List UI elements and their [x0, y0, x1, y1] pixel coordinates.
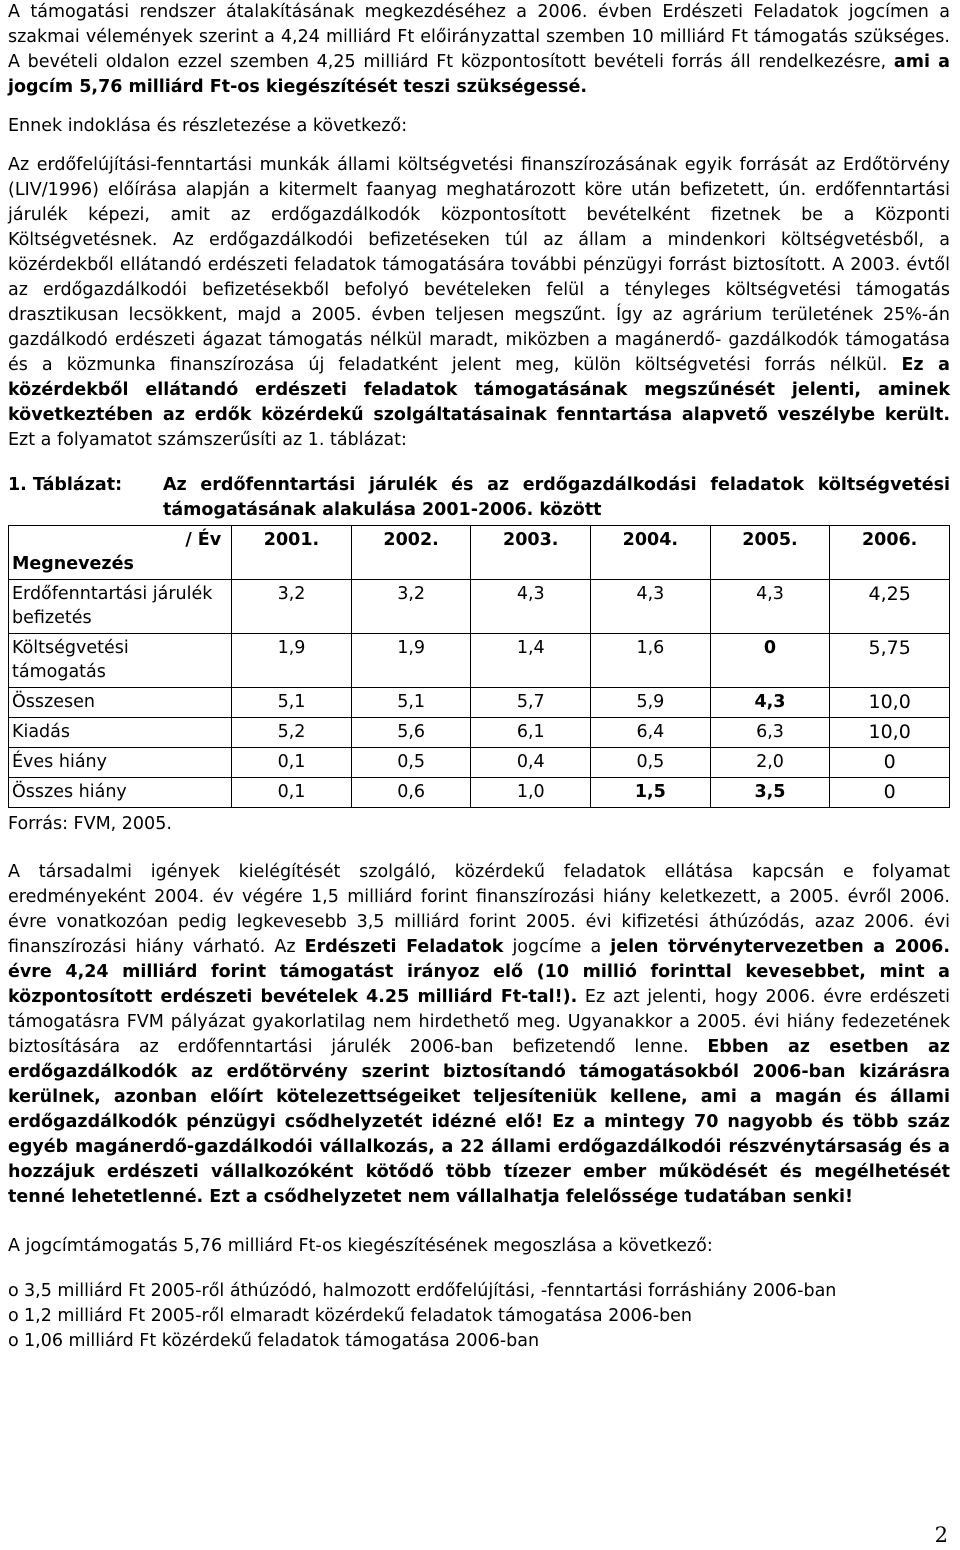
table-year-header: 2001. — [232, 526, 352, 580]
table-cell: 4,25 — [830, 580, 950, 634]
table-cell: 5,6 — [351, 718, 471, 748]
table-cell: 0 — [710, 634, 830, 688]
intro-text: A támogatási rendszer átalakításának megkezdéséhez a 2006. évben Erdészeti Feladatok jogcímen a szakmai vélemények szerint a 4,24 milliárd Ft előirányzattal szemben 10 milliárd Ft támogatás szükséges. A bevételi oldalon ezzel szemben 4,25 milliárd Ft központosított bevételi forrás áll rendelkezésre, — [8, 2, 950, 72]
table-row-name: Erdőfenntartási járulék befizetés — [9, 580, 232, 634]
table-cell: 3,2 — [232, 580, 352, 634]
table-caption-text: Az erdőfenntartási járulék és az erdőgazdálkodási feladatok költségvetési támogatásának alakulása 2001-2006. között — [163, 475, 950, 520]
table-cell: 1,9 — [351, 634, 471, 688]
budget-table — [8, 525, 950, 808]
table-cell: 5,1 — [232, 688, 352, 718]
table-cell: 2,0 — [710, 748, 830, 778]
funding-text: Az erdőfelújítási-fenntartási munkák állami költségvetési finanszírozásának egyik forrását az Erdőtörvény (LIV/1996) előírása alapján a kitermelt faanyag meghatározott köre után befizetett, ún. erdőfenntartási járulék képezi, amit az erdőgazdálkodók központosított bevételként fizetnek be a Központi Költségvetésnek. Az erdőgazdálkodói befizetéseken túl az állam a mindenkori költségvetésből, a közérdekből ellátandó erdészeti feladatok támogatására további pénzügyi forrást biztosított. A 2003. évtől az erdőgazdálkodói befizetésekből befolyó bevételeken felül a tényleges költségvetési támogatás drasztikusan lecsökkent, majd a 2005. évben teljesen megszűnt. Így az agrárium területének 25%-án gazdálkodó erdészeti ágazat támogatás nélkül maradt, miközben a magánerdő- gazdálkodók támogatása és a közmunka finanszírozása új feladatként jelent meg, külön költségvetési forrás nélkül. — [8, 155, 950, 375]
table-cell: 0 — [830, 748, 950, 778]
table-year-header: 2003. — [471, 526, 591, 580]
table-cell: 5,2 — [232, 718, 352, 748]
table-row — [9, 778, 950, 808]
bullet-marker-icon: o — [8, 1306, 19, 1326]
deficit-text: A társadalmi igények kielégítését szolgáló, közérdekű feladatok ellátása kapcsán e folyamat eredményeként 2004. év végére 1,5 milliárd forint finanszírozási hiány keletkezett, a 2005. évről 2006. évre vonatkozóan pedig legkevesebb 3,5 milliárd forint 2005. évi kifizetési áthúzódás, azaz 2006. évi finanszírozási hiány várható. Az — [8, 862, 950, 957]
table-cell: 0,1 — [232, 748, 352, 778]
funding-paragraph — [8, 153, 950, 453]
table-cell: 4,3 — [710, 688, 830, 718]
split-list — [8, 1279, 950, 1354]
table-cell: 1,0 — [471, 778, 591, 808]
table-cell: 0,5 — [591, 748, 711, 778]
table-row-name: Összes hiány — [9, 778, 232, 808]
table-year-header: 2004. — [591, 526, 711, 580]
intro-bold-text: ami a jogcím 5,76 milliárd Ft-os kiegészítését teszi szükségessé. — [8, 52, 950, 97]
table-row — [9, 748, 950, 778]
table-row — [9, 580, 950, 634]
list-item-text: 1,06 milliárd Ft közérdekű feladatok támogatása 2006-ban — [24, 1331, 540, 1351]
table-cell: 5,1 — [351, 688, 471, 718]
document-page — [8, 0, 950, 1354]
table-row — [9, 688, 950, 718]
table-header-row — [9, 526, 950, 580]
deficit-text: jogcíme a — [503, 937, 611, 957]
list-item — [8, 1304, 950, 1329]
table-cell: 5,75 — [830, 634, 950, 688]
split-heading: A jogcímtámogatás 5,76 milliárd Ft-os kiegészítésének megoszlása a következő: — [8, 1236, 713, 1256]
table-cell: 1,6 — [591, 634, 711, 688]
table-cell: 3,5 — [710, 778, 830, 808]
table-cell: 4,3 — [471, 580, 591, 634]
deficit-paragraph — [8, 860, 950, 1210]
table-corner-year: / Év — [185, 530, 222, 550]
table-row-name: Kiadás — [9, 718, 232, 748]
table-cell: 6,4 — [591, 718, 711, 748]
table-cell: 0,4 — [471, 748, 591, 778]
table-corner-cell — [9, 526, 232, 580]
list-item-text: 1,2 milliárd Ft 2005-ről elmaradt közérdekű feladatok támogatása 2006-ben — [24, 1306, 692, 1326]
deficit-bold-text: Ebben az esetben az erdőgazdálkodók az erdőtörvény szerint biztosítandó támogatásokból 2006-ban kizárásra kerülnek, azonban előírt kötelezettségeiket teljesíteniük kellene, ami a magán és állami erdőgazdálkodók pénzügyi csődhelyzetét idézné elő! Ez a mintegy 70 nagyobb és több száz egyéb magánerdő-gazdálkodói vállalkozás, a 22 állami erdőgazdálkodói részvénytársaság és a hozzájuk erdészeti vállalkozóként kötődő több tízezer ember működését és megélhetését tenné lehetetlenné. Ezt a csődhelyzetet nem vállalhatja felelőssége tudatában senki! — [8, 1037, 950, 1207]
table-row-name: Éves hiány — [9, 748, 232, 778]
table-cell: 6,3 — [710, 718, 830, 748]
reason-heading: Ennek indoklása és részletezése a következő: — [8, 116, 408, 136]
table-year-header: 2002. — [351, 526, 471, 580]
bullet-marker-icon: o — [8, 1331, 19, 1351]
table-cell: 1,5 — [591, 778, 711, 808]
table-cell: 6,1 — [471, 718, 591, 748]
table-cell: 1,4 — [471, 634, 591, 688]
funding-tail-text: Ezt a folyamatot számszerűsíti az 1. táblázat: — [8, 430, 407, 450]
table-cell: 0,5 — [351, 748, 471, 778]
table-cell: 0,1 — [232, 778, 352, 808]
table-row — [9, 718, 950, 748]
table-caption-label: 1. Táblázat: — [8, 475, 123, 495]
list-item — [8, 1329, 950, 1354]
list-item-text: 3,5 milliárd Ft 2005-ről áthúzódó, halmozott erdőfelújítási, -fenntartási forráshiány 2006-ban — [24, 1281, 837, 1301]
table-cell: 0 — [830, 778, 950, 808]
table-cell: 1,9 — [232, 634, 352, 688]
table-year-header: 2006. — [830, 526, 950, 580]
table-corner-name: Megnevezés — [12, 554, 134, 574]
table-caption — [8, 473, 950, 523]
deficit-text: Ez azt jelenti, hogy 2006. évre erdészeti támogatásra FVM pályázat gyakorlatilag nem hirdethető meg. Ugyanakkor a 2005. évi hiány fedezetének biztosítására az erdőfenntartási járulék 2006-ban befizetendő lenne. — [8, 987, 950, 1057]
list-item — [8, 1279, 950, 1304]
table-row — [9, 634, 950, 688]
table-cell: 4,3 — [591, 580, 711, 634]
table-cell: 5,7 — [471, 688, 591, 718]
funding-bold-text: Ez a közérdekből ellátandó erdészeti feladatok támogatásának megszűnését jelenti, aminek következtében az erdők közérdekű szolgáltatásainak fenntartása alapvető veszélybe került. — [8, 355, 950, 425]
deficit-bold-text: Erdészeti Feladatok — [304, 937, 504, 957]
table-cell: 5,9 — [591, 688, 711, 718]
table-source: Forrás: FVM, 2005. — [8, 814, 172, 834]
table-cell: 0,6 — [351, 778, 471, 808]
table-cell: 4,3 — [710, 580, 830, 634]
table-row-name: Költségvetési támogatás — [9, 634, 232, 688]
table-cell: 10,0 — [830, 718, 950, 748]
table-cell: 10,0 — [830, 688, 950, 718]
table-row-name: Összesen — [9, 688, 232, 718]
table-cell: 3,2 — [351, 580, 471, 634]
bullet-marker-icon: o — [8, 1281, 19, 1301]
page-number: 2 — [934, 1523, 948, 1547]
table-year-header: 2005. — [710, 526, 830, 580]
intro-paragraph — [8, 0, 950, 100]
deficit-bold-text: jelen törvénytervezetben a 2006. évre 4,24 milliárd forint támogatást irányoz elő (10 millió forinttal kevesebbet, mint a központosított erdészeti bevételek 4.25 milliárd Ft-tal!). — [8, 937, 951, 1007]
